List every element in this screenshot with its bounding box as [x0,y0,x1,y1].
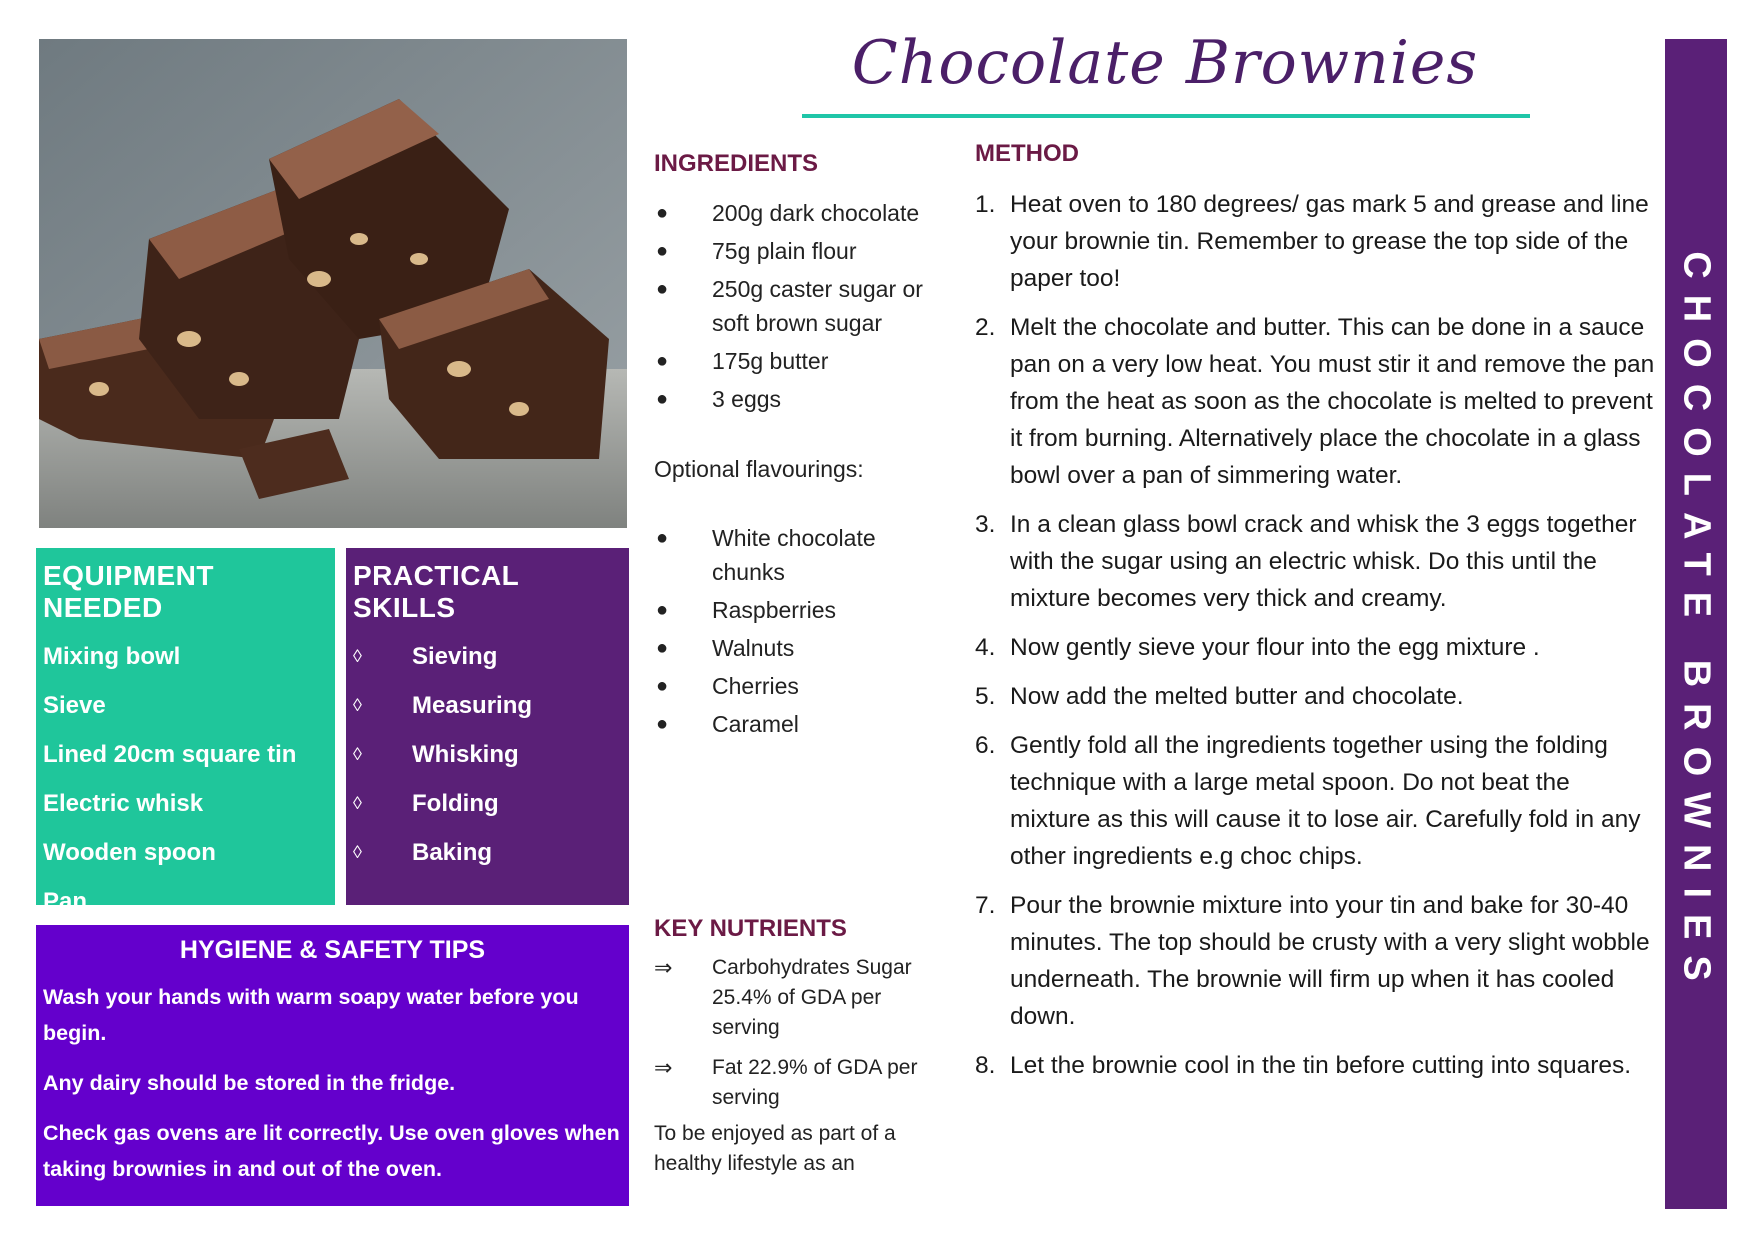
ingredients-heading: INGREDIENTS [654,150,819,177]
ingredients-list [654,196,954,416]
bullet-icon: ● [656,350,669,372]
method-steps [975,186,1655,1084]
bullet-icon: ● [656,527,669,549]
list-item: ◊ Measuring [353,681,629,730]
method-step: 2. Melt the chocolate and butter. This can be done in a sauce pan on a very low heat. You must stir it and remove the pan from the heat as soon as the chocolate is melted to prevent it from burning. Alternatively place the chocolate in a glass bowl over a pan of simmering water. [975,314,1655,489]
bullet-icon: ● [656,599,669,621]
diamond-icon: ◊ [353,695,362,715]
list-item: Lined 20cm square tin [43,741,297,768]
diamond-icon: ◊ [353,842,362,862]
equipment-heading: EQUIPMENT NEEDED [43,560,214,623]
hygiene-box [36,925,629,1206]
bullet-icon: ● [656,637,669,659]
list-item: Sieve [43,692,106,719]
method-heading: METHOD [975,140,1079,167]
title-underline [802,114,1530,118]
list-item: ◊ Baking [353,828,629,877]
skills-heading: PRACTICAL SKILLS [353,560,519,623]
method-step: 7. Pour the brownie mixture into your tin and bake for 30-40 minutes. The top should be crusty with a very slight wobble underneath. The brownie will firm up when it has cooled down. [975,892,1650,1030]
skills-list [346,632,629,877]
nutrients-section [654,915,954,1179]
brownies-photo [39,39,627,528]
optional-flavourings-list [654,521,954,741]
bullet-icon: ● [656,278,669,300]
list-item: ● White chocolate chunks [654,521,954,589]
hygiene-tip: Any dairy should be stored in the fridge. [43,1071,456,1095]
arrow-right-icon: ⇒ [654,955,673,980]
bullet-icon: ● [656,202,669,224]
method-step: 1. Heat oven to 180 degrees/ gas mark 5 and grease and line your brownie tin. Remember to grease the top side of the paper too! [975,191,1649,292]
method-step: 3. In a clean glass bowl crack and whisk the 3 eggs together with the sugar using an electric whisk. Do this until the mixture becomes very thick and creamy. [975,511,1637,612]
list-item: ⇒ Carbohydrates Sugar 25.4% of GDA per serving [654,955,912,1039]
list-item: Electric whisk [43,790,204,817]
equipment-list [36,632,335,926]
list-item: Wooden spoon [43,839,216,866]
hygiene-tip: Check gas ovens are lit correctly. Use oven gloves when taking brownies in and out of the oven. [43,1121,620,1181]
bullet-icon: ● [656,388,669,410]
bullet-icon: ● [656,240,669,262]
list-item: ● Raspberries [654,593,954,627]
side-banner-text: CHOCOLATE BROWNIES [1675,251,1718,997]
method-step: 4. Now gently sieve your flour into the egg mixture . [975,634,1540,661]
method-step: 8. Let the brownie cool in the tin before cutting into squares. [975,1052,1632,1079]
list-item: ◊ Whisking [353,730,629,779]
ingredients-section [654,150,954,745]
list-item: ● Cherries [654,669,954,703]
list-item: ● 175g butter [654,344,954,378]
list-item: ● 75g plain flour [654,234,954,268]
list-item: ● 200g dark chocolate [654,196,954,230]
diamond-icon: ◊ [353,646,362,666]
method-step: 5. Now add the melted butter and chocolate. [975,683,1464,710]
list-item: ● Walnuts [654,631,954,665]
bullet-icon: ● [656,675,669,697]
list-item: ⇒ Fat 22.9% of GDA per serving [654,1055,918,1109]
page-title: Chocolate Brownies [851,28,1479,98]
list-item: ● 250g caster sugar or soft brown sugar [654,272,954,340]
method-section [975,140,1655,1096]
equipment-box [36,548,335,915]
skills-box [346,548,629,905]
arrow-right-icon: ⇒ [654,1055,673,1080]
bullet-icon: ● [656,713,669,735]
list-item: ● Caramel [654,707,954,741]
diamond-icon: ◊ [353,793,362,813]
list-item: ● 3 eggs [654,382,954,416]
nutrients-note: To be enjoyed as part of a healthy lifestyle as an [654,1122,896,1175]
method-step: 6. Gently fold all the ingredients together using the folding technique with a large metal spoon. Do not beat the mixture as this will cause it to lose air. Carefully fold in any other ingredients e.g choc chips. [975,732,1641,870]
list-item: Mixing bowl [43,643,181,670]
optional-flavourings-label: Optional flavourings: [654,456,864,482]
list-item: ◊ Sieving [353,632,629,681]
list-item: ◊ Folding [353,779,629,828]
hygiene-heading: HYGIENE & SAFETY TIPS [179,936,486,964]
side-banner [1665,39,1727,1209]
hygiene-tip: Wash your hands with warm soapy water before you begin. [43,985,579,1045]
nutrients-heading: KEY NUTRIENTS [654,915,847,942]
list-item: Pan [43,888,88,915]
diamond-icon: ◊ [353,744,362,764]
